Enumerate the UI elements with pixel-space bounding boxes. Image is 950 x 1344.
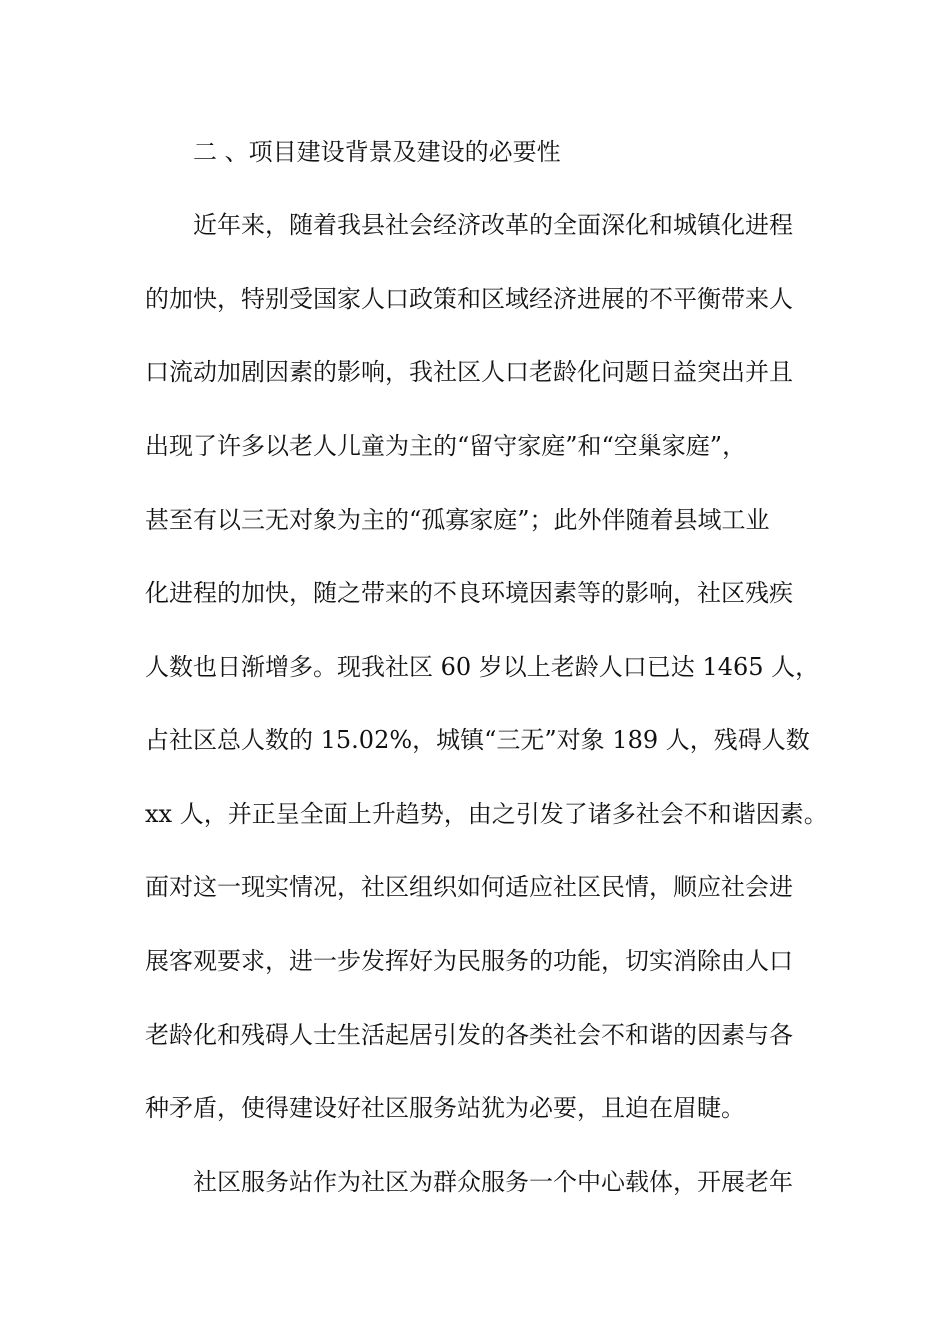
section-heading: 二 、项目建设背景及建设的必要性 (193, 138, 561, 166)
paragraph-line: xx 人，并正呈全面上升趋势，由之引发了诸多社会不和谐因素。 (145, 800, 828, 828)
paragraph-line: 展客观要求，进一步发挥好为民服务的功能，切实消除由人口 (145, 947, 793, 975)
paragraph-line: 口流动加剧因素的影响，我社区人口老龄化问题日益突出并且 (145, 358, 793, 386)
paragraph-line: 种矛盾，使得建设好社区服务站犹为必要，且迫在眉睫。 (145, 1094, 745, 1122)
paragraph-line: 占社区总人数的 15.02%，城镇“三无”对象 189 人，残碍人数 (145, 726, 810, 754)
paragraph-line: 甚至有以三无对象为主的“孤寡家庭”；此外伴随着县域工业 (145, 506, 770, 534)
paragraph-line: 人数也日渐增多。现我社区 60 岁以上老龄人口已达 1465 人， (145, 653, 820, 681)
paragraph-line: 社区服务站作为社区为群众服务一个中心载体，开展老年 (193, 1168, 793, 1196)
paragraph-line: 近年来，随着我县社会经济改革的全面深化和城镇化进程 (193, 211, 793, 239)
paragraph-line: 化进程的加快，随之带来的不良环境因素等的影响，社区残疾 (145, 579, 793, 607)
paragraph-line: 老龄化和残碍人士生活起居引发的各类社会不和谐的因素与各 (145, 1021, 793, 1049)
paragraph-line: 的加快，特别受国家人口政策和区域经济进展的不平衡带来人 (145, 285, 793, 313)
paragraph-line: 面对这一现实情况，社区组织如何适应社区民情，顺应社会进 (145, 873, 793, 901)
paragraph-line: 出现了许多以老人儿童为主的“留守家庭”和“空巢家庭”， (145, 432, 747, 460)
